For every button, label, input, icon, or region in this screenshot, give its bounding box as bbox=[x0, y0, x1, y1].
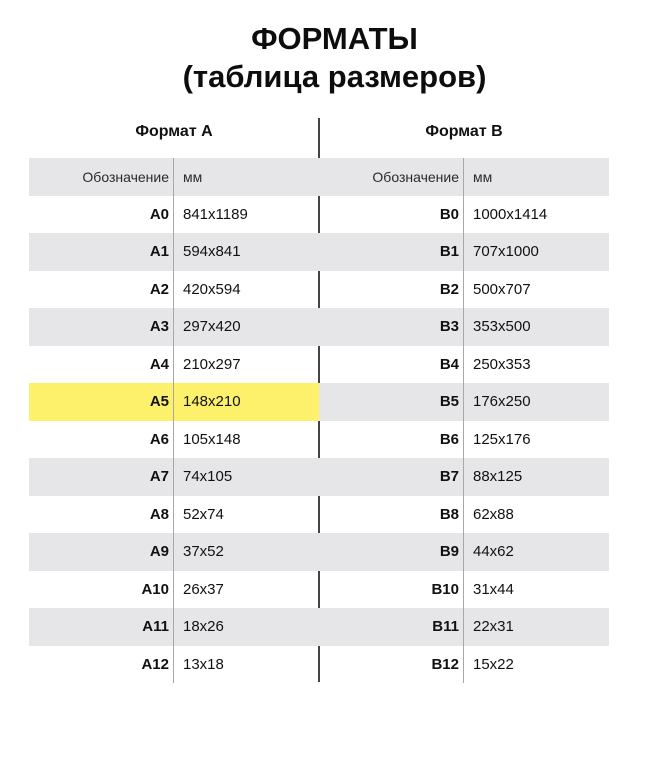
format-size-mm: 148x210 bbox=[183, 393, 241, 411]
table-row bbox=[29, 346, 319, 384]
format-code: A6 bbox=[29, 421, 174, 459]
format-code: B0 bbox=[319, 196, 464, 234]
table-row bbox=[319, 233, 609, 271]
format-size-mm: 22x31 bbox=[473, 618, 514, 636]
table-row bbox=[29, 533, 319, 571]
title-line-2: (таблица размеров) bbox=[182, 59, 487, 94]
format-code: A7 bbox=[29, 458, 174, 496]
format-a-rows bbox=[29, 196, 319, 684]
format-size-mm: 74x105 bbox=[183, 468, 233, 486]
code-column-header: Обозначение bbox=[29, 158, 174, 196]
format-size-mm: 353x500 bbox=[473, 318, 531, 336]
table-header-row bbox=[319, 158, 609, 196]
format-size-mm: 18x26 bbox=[183, 618, 224, 636]
format-size-mm: 176x250 bbox=[473, 393, 531, 411]
table-row bbox=[29, 233, 319, 271]
table-row bbox=[319, 533, 609, 571]
format-size-mm: 594x841 bbox=[183, 243, 241, 261]
format-size-mm: 420x594 bbox=[183, 280, 241, 298]
format-code: B7 bbox=[319, 458, 464, 496]
format-code: A1 bbox=[29, 233, 174, 271]
table-row bbox=[29, 608, 319, 646]
table-row bbox=[319, 421, 609, 459]
table-row bbox=[29, 383, 319, 421]
format-code: B6 bbox=[319, 421, 464, 459]
format-code: A2 bbox=[29, 271, 174, 309]
format-code: B4 bbox=[319, 346, 464, 384]
format-size-mm: 37x52 bbox=[183, 543, 224, 561]
format-a-table bbox=[29, 118, 319, 683]
table-row bbox=[29, 308, 319, 346]
table-row bbox=[319, 196, 609, 234]
table-row bbox=[29, 421, 319, 459]
table-row bbox=[319, 346, 609, 384]
table-row bbox=[29, 571, 319, 609]
format-size-mm: 62x88 bbox=[473, 505, 514, 523]
format-size-mm: 15x22 bbox=[473, 655, 514, 673]
format-size-mm: 297x420 bbox=[183, 318, 241, 336]
table-row bbox=[29, 196, 319, 234]
format-code: B1 bbox=[319, 233, 464, 271]
format-code: B5 bbox=[319, 383, 464, 421]
table-row bbox=[29, 496, 319, 534]
format-code: B11 bbox=[319, 608, 464, 646]
format-size-mm: 1000x1414 bbox=[473, 205, 548, 223]
format-size-mm: 44x62 bbox=[473, 543, 514, 561]
table-row bbox=[29, 646, 319, 684]
format-size-mm: 500x707 bbox=[473, 280, 531, 298]
format-code: A9 bbox=[29, 533, 174, 571]
page-title bbox=[0, 20, 669, 96]
table-row bbox=[319, 571, 609, 609]
format-size-mm: 88x125 bbox=[473, 468, 523, 486]
format-b-heading: Формат B bbox=[425, 123, 503, 140]
format-size-mm: 250x353 bbox=[473, 355, 531, 373]
table-row bbox=[319, 271, 609, 309]
format-b-table bbox=[319, 118, 609, 683]
code-column-header: Обозначение bbox=[319, 158, 464, 196]
format-size-mm: 707x1000 bbox=[473, 243, 539, 261]
format-size-mm: 26x37 bbox=[183, 580, 224, 598]
format-code: A3 bbox=[29, 308, 174, 346]
table-row bbox=[319, 646, 609, 684]
table-header-row bbox=[29, 158, 319, 196]
format-size-mm: 210x297 bbox=[183, 355, 241, 373]
table-row bbox=[29, 458, 319, 496]
format-code: A11 bbox=[29, 608, 174, 646]
format-code: A4 bbox=[29, 346, 174, 384]
format-size-mm: 841x1189 bbox=[183, 205, 248, 223]
format-size-mm: 105x148 bbox=[183, 430, 241, 448]
format-code: B12 bbox=[319, 646, 464, 684]
format-code: A12 bbox=[29, 646, 174, 684]
format-size-mm: 31x44 bbox=[473, 580, 514, 598]
mm-column-header: мм bbox=[473, 168, 493, 185]
table-row bbox=[319, 496, 609, 534]
table-row bbox=[29, 271, 319, 309]
table-row bbox=[319, 608, 609, 646]
format-code: B8 bbox=[319, 496, 464, 534]
format-code: A10 bbox=[29, 571, 174, 609]
format-code: B10 bbox=[319, 571, 464, 609]
format-code: A0 bbox=[29, 196, 174, 234]
format-code: B3 bbox=[319, 308, 464, 346]
format-code: B2 bbox=[319, 271, 464, 309]
format-code: A8 bbox=[29, 496, 174, 534]
format-code: B9 bbox=[319, 533, 464, 571]
format-a-heading: Формат А bbox=[135, 123, 213, 140]
format-code: A5 bbox=[29, 383, 174, 421]
table-row bbox=[319, 383, 609, 421]
table-row bbox=[319, 458, 609, 496]
format-b-rows bbox=[319, 196, 609, 684]
format-size-mm: 52x74 bbox=[183, 505, 224, 523]
title-line-1: ФОРМАТЫ bbox=[251, 21, 418, 56]
format-size-mm: 13x18 bbox=[183, 655, 224, 673]
mm-column-header: мм bbox=[183, 168, 203, 185]
format-size-mm: 125x176 bbox=[473, 430, 531, 448]
table-row bbox=[319, 308, 609, 346]
